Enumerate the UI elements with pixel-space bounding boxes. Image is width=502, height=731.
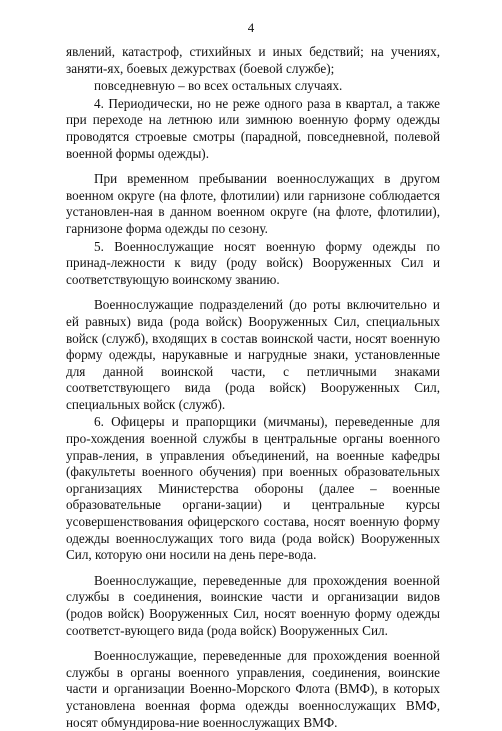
- paragraph-item-5: 5. Военнослужащие носят военную форму одежды по принад-лежности к виду (роду войск) Вооруженных Сил и соответствующую воинскому званию.: [66, 238, 440, 287]
- paragraph-subdivisions: Военнослужащие подразделений (до роты включительно и ей равных) вида (рода войск) Вооруженных Сил, специальных войск (служб), входящих в состав воинской части, носят военную форму одежды, нарукавные и нагрудные знаки, установленные для данной воинской части, с петличными знаками соответствующего вида (рода войск) Вооруженных Сил, специальных войск (служб).: [66, 297, 440, 412]
- paragraph-continuation: явлений, катастроф, стихийных и иных бедствий; на учениях, заняти-ях, боевых дежурствах (боевой службе);: [66, 44, 440, 76]
- paragraph-temporary-stay: При временном пребывании военнослужащих в другом военном округе (на флоте, флотилии) или гарнизоне соблюдается установлен-ная в данном военном округе (на флоте, флотилии), гарнизоне форма одежды по сезону.: [66, 171, 440, 236]
- paragraph-transferred-units: Военнослужащие, переведенные для прохождения военной службы в соединения, воинские части и организации видов (родов войск) Вооруженных Сил, носят военную форму одежды соответст-вующего вида (рода войск) Вооруженных Сил.: [66, 572, 440, 638]
- page-number: 4: [247, 20, 255, 35]
- paragraph-item-4: 4. Периодически, но не реже одного раза в квартал, а также при переходе на летнюю или зимнюю военную форму одежды проводятся строевые смотры (парадной, повседневной, полевой военной формы одежды).: [66, 95, 440, 161]
- paragraph-navy: Военнослужащие, переведенные для прохождения военной службы в органы военного управления, соединения, воинские части и организации Военно-Морского Флота (ВМФ), в которых установлена военная форма одежды военнослужащих ВМФ, носят обмундирова-ние военнослужащих ВМФ.: [66, 648, 440, 730]
- paragraph-everyday-uniform: повседневную – во всех остальных случаях.: [94, 78, 343, 94]
- document-body: [66, 44, 440, 731]
- paragraph-item-6: 6. Офицеры и прапорщики (мичманы), переведенные для про-хождения военной службы в центральные органы военного управ-ления, в управления объединений, на военные кафедры (факультеты военного обучения) при военных образовательных организациях Министерства обороны (далее – военные образовательные органи-зации) и центральные курсы усовершенствования офицерского состава, носят военную форму одежды военнослужащих того вида (рода войск) Вооруженных Сил, которую они носили на день пере-вода.: [66, 414, 440, 563]
